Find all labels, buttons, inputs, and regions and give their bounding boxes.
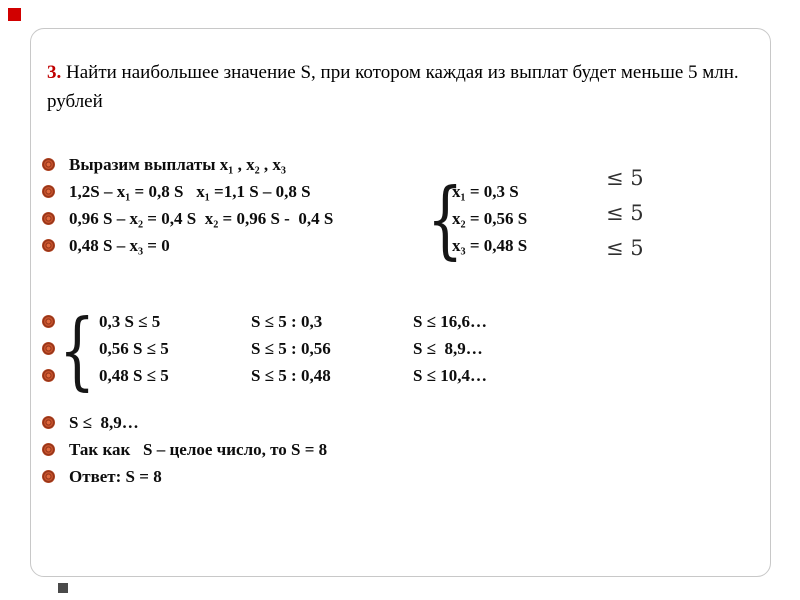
inequality-step: S ≤ 5 : 0,3 [251, 311, 323, 331]
bottom-accent-square [58, 583, 68, 593]
equation-text: x₃ = 0,48 S [452, 235, 528, 255]
bounds-column [606, 166, 644, 271]
title-text: Найти наибольшее значение S, при котором каждая из выплат будет меньше 5 млн. рублей [47, 62, 744, 112]
conclusion-line [42, 436, 327, 463]
bullet-icon [42, 342, 55, 355]
derivation-text: 0,96 S – x₂ = 0,4 S x₂ = 0,96 S - 0,4 S [69, 208, 334, 228]
slide-title [47, 58, 747, 116]
corner-accent-square [8, 8, 21, 21]
inequality-row [42, 335, 487, 362]
conclusion-line [42, 409, 327, 436]
system-equation [452, 232, 527, 259]
derivation-text: Выразим выплаты x₁ , x₂ , x₃ [69, 154, 287, 174]
bullet-icon [42, 369, 55, 382]
conclusion-text: S ≤ 8,9… [69, 412, 139, 432]
derivation-block [42, 151, 333, 259]
bound-annotation: ≤ 5 [606, 201, 644, 225]
system-equation [452, 205, 527, 232]
derivation-text: 0,48 S – x₃ = 0 [69, 235, 170, 255]
inequality: 0,56 S ≤ 5 [99, 338, 169, 358]
bullet-icon [42, 416, 55, 429]
curly-brace: { [426, 171, 464, 269]
payments-system-block [452, 178, 527, 259]
inequality-step: S ≤ 5 : 0,48 [251, 365, 331, 385]
derivation-line [42, 151, 333, 178]
conclusion-text: Так как S – целое число, то S = 8 [69, 439, 328, 459]
bullet-icon [42, 443, 55, 456]
inequality-result: S ≤ 8,9… [413, 338, 483, 358]
inequality: 0,3 S ≤ 5 [99, 311, 161, 331]
inequality-step: S ≤ 5 : 0,56 [251, 338, 331, 358]
derivation-line [42, 178, 333, 205]
inequality-row [42, 362, 487, 389]
bullet-icon [42, 185, 55, 198]
bullet-icon [42, 212, 55, 225]
bullet-icon [42, 239, 55, 252]
equation-text: x₂ = 0,56 S [452, 208, 528, 228]
conclusion-line [42, 463, 327, 490]
bound-annotation: ≤ 5 [606, 236, 644, 260]
inequality-result: S ≤ 10,4… [413, 365, 488, 385]
inequality-system-block [42, 308, 487, 389]
derivation-line [42, 205, 333, 232]
equation-text: x₁ = 0,3 S [452, 181, 519, 201]
curly-brace: { [58, 302, 96, 400]
derivation-line [42, 232, 333, 259]
title-number: 3. [47, 62, 62, 83]
derivation-text: 1,2S – x₁ = 0,8 S x₁ =1,1 S – 0,8 S [69, 181, 311, 201]
inequality-result: S ≤ 16,6… [413, 311, 488, 331]
inequality: 0,48 S ≤ 5 [99, 365, 169, 385]
bullet-icon [42, 158, 55, 171]
system-equation [452, 178, 527, 205]
answer-text: Ответ: S = 8 [69, 466, 162, 486]
bound-annotation: ≤ 5 [606, 166, 644, 190]
conclusion-block [42, 409, 327, 490]
bullet-icon [42, 470, 55, 483]
inequality-row [42, 308, 487, 335]
bullet-icon [42, 315, 55, 328]
